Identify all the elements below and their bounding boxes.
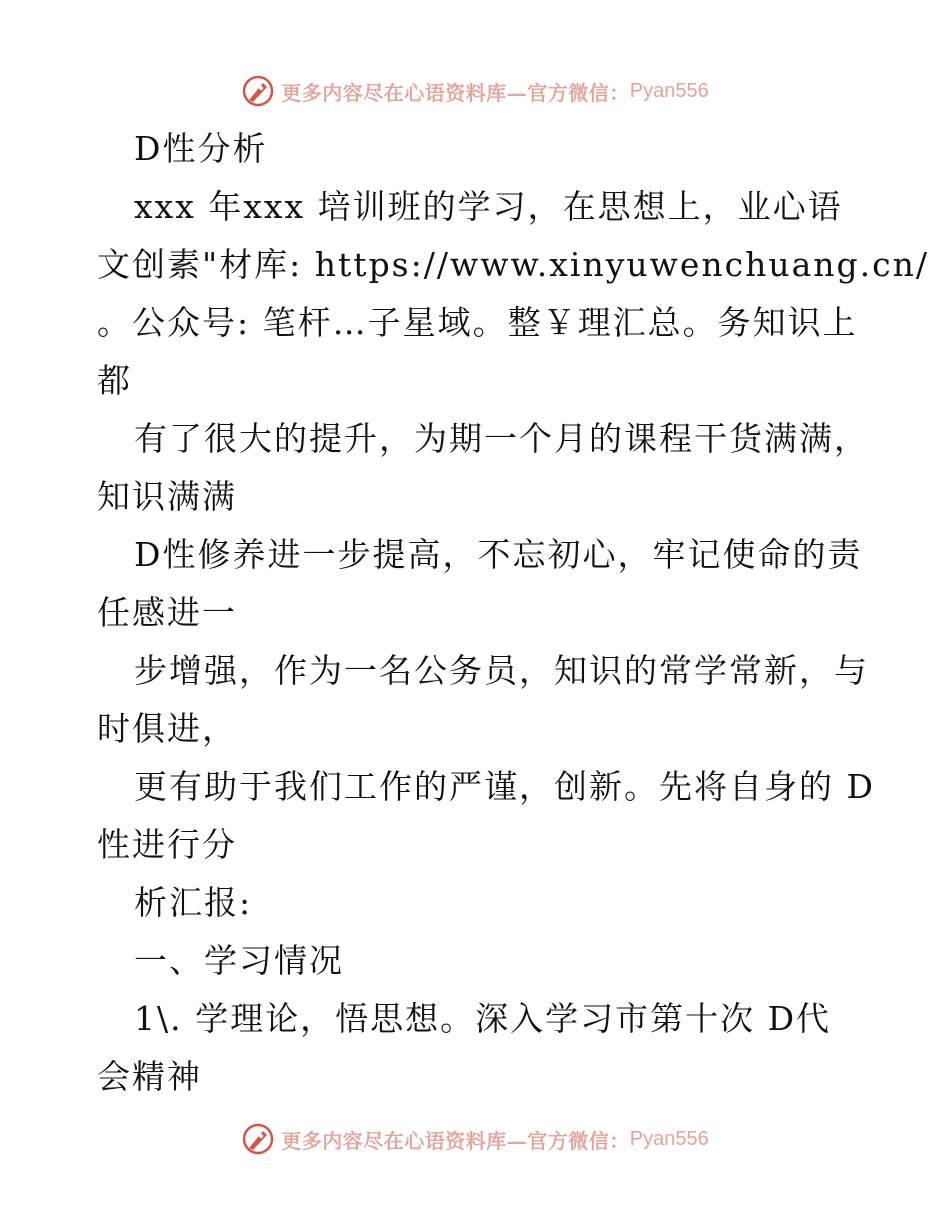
document-body: [97, 120, 930, 1106]
banner-text: 更多内容尽在心语资料库—官方微信：: [281, 80, 630, 105]
document-line: 一、学习情况: [134, 941, 344, 980]
document-line: 有了很大的提升，为期一个月的课程干货满满，: [134, 419, 869, 458]
document-line: 步增强，作为一名公务员，知识的常学常新，与: [134, 651, 869, 690]
document-line: 会精神: [97, 1057, 202, 1096]
document-line: 1\. 学理论，悟思想。深入学习市第十次 D代: [134, 999, 832, 1038]
document-line: 任感进一: [97, 593, 237, 632]
document-line: 时俱进，: [97, 709, 237, 748]
document-line: 析汇报:: [134, 883, 253, 922]
document-line: D性分析: [134, 129, 268, 168]
banner-text: 更多内容尽在心语资料库—官方微信：: [281, 1128, 630, 1153]
document-line: xxx 年xxx 培训班的学习，在思想上，业心语: [134, 187, 843, 226]
pen-nib-logo-icon: [241, 1122, 275, 1156]
header-watermark-banner: [0, 71, 950, 111]
banner-wechat-id: Pyan556: [629, 79, 709, 102]
document-line: 都: [97, 361, 132, 400]
document-line: 更有助于我们工作的严谨，创新。先将自身的 D: [134, 767, 875, 806]
document-line: 文创素"材库: https://www.xinyuwenchuang.cn/: [97, 245, 930, 284]
pen-nib-logo-icon: [241, 74, 275, 108]
document-line: 。公众号: 笔杆…子星域。整￥理汇总。务知识上: [97, 303, 858, 342]
document-line: D性修养进一步提高，不忘初心，牢记使命的责: [134, 535, 863, 574]
footer-watermark-banner: [0, 1119, 950, 1159]
document-line: 性进行分: [97, 825, 237, 864]
document-line: 知识满满: [97, 477, 237, 516]
banner-wechat-id: Pyan556: [629, 1127, 709, 1150]
